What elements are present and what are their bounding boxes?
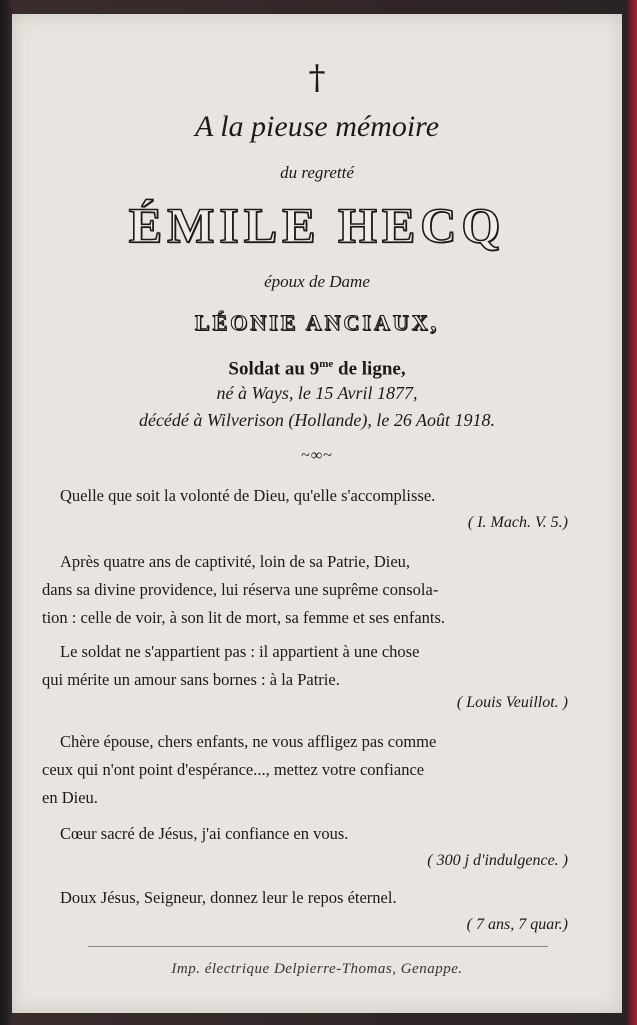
text-line: Le soldat ne s'appartient pas : il appartient à une chose xyxy=(60,642,420,661)
indulgence-300j: ( 300 j d'indulgence. ) xyxy=(427,852,568,869)
indulgence-7-ans: ( 7 ans, 7 quar.) xyxy=(466,916,568,933)
text-line: qui mérite un amour sans bornes : à la Patrie. xyxy=(42,670,340,689)
cross-icon: † xyxy=(308,58,326,98)
ornament-divider-icon: ~∞~ xyxy=(301,447,333,464)
prayer-coeur-sacre xyxy=(42,820,587,848)
reference-machabees: ( I. Mach. V. 5.) xyxy=(467,514,568,531)
wife-name: LÉONIE ANCIAUX, xyxy=(194,310,440,335)
text-line: Chère épouse, chers enfants, ne vous affligez pas comme xyxy=(60,732,437,751)
paragraph-captivite xyxy=(42,548,587,632)
epoux-line: époux de Dame xyxy=(264,272,370,291)
text-line: Quelle que soit la volonté de Dieu, qu'elle s'accomplisse. xyxy=(60,486,436,505)
text-line: Cœur sacré de Jésus, j'ai confiance en vous. xyxy=(60,824,349,843)
memorial-title: A la pieuse mémoire xyxy=(194,110,440,143)
rank-suffix: de ligne, xyxy=(333,358,406,380)
birth-line: né à Ways, le 15 Avril 1877, xyxy=(216,383,418,403)
memorial-card xyxy=(12,14,622,1013)
rank-ordinal: me xyxy=(319,358,334,370)
regrette-line: du regretté xyxy=(280,163,354,182)
footer-divider xyxy=(88,946,548,947)
rank-line xyxy=(12,352,622,381)
printer-credit: Imp. électrique Delpierre-Thomas, Genappe. xyxy=(171,961,463,977)
prayer-doux-jesus xyxy=(42,884,587,912)
paragraph-epouse xyxy=(42,728,587,812)
text-line: dans sa divine providence, lui réserva une suprême consola- xyxy=(42,580,439,599)
text-line: Après quatre ans de captivité, loin de sa Patrie, Dieu, xyxy=(60,552,411,571)
paragraph-soldat xyxy=(42,638,587,694)
reference-veuillot: ( Louis Veuillot. ) xyxy=(456,694,568,711)
text-line: ceux qui n'ont point d'espérance..., mettez votre confiance xyxy=(42,760,425,779)
text-line: tion : celle de voir, à son lit de mort, sa femme et ses enfants. xyxy=(42,608,446,627)
deceased-name: ÉMILE HECQ xyxy=(128,197,506,253)
paragraph-volonte xyxy=(42,482,587,510)
rank-prefix: Soldat au 9 xyxy=(228,358,320,380)
death-line: décédé à Wilverison (Hollande), le 26 Août 1918. xyxy=(138,410,496,430)
text-line: Doux Jésus, Seigneur, donnez leur le repos éternel. xyxy=(60,888,397,907)
text-line: en Dieu. xyxy=(42,788,98,807)
